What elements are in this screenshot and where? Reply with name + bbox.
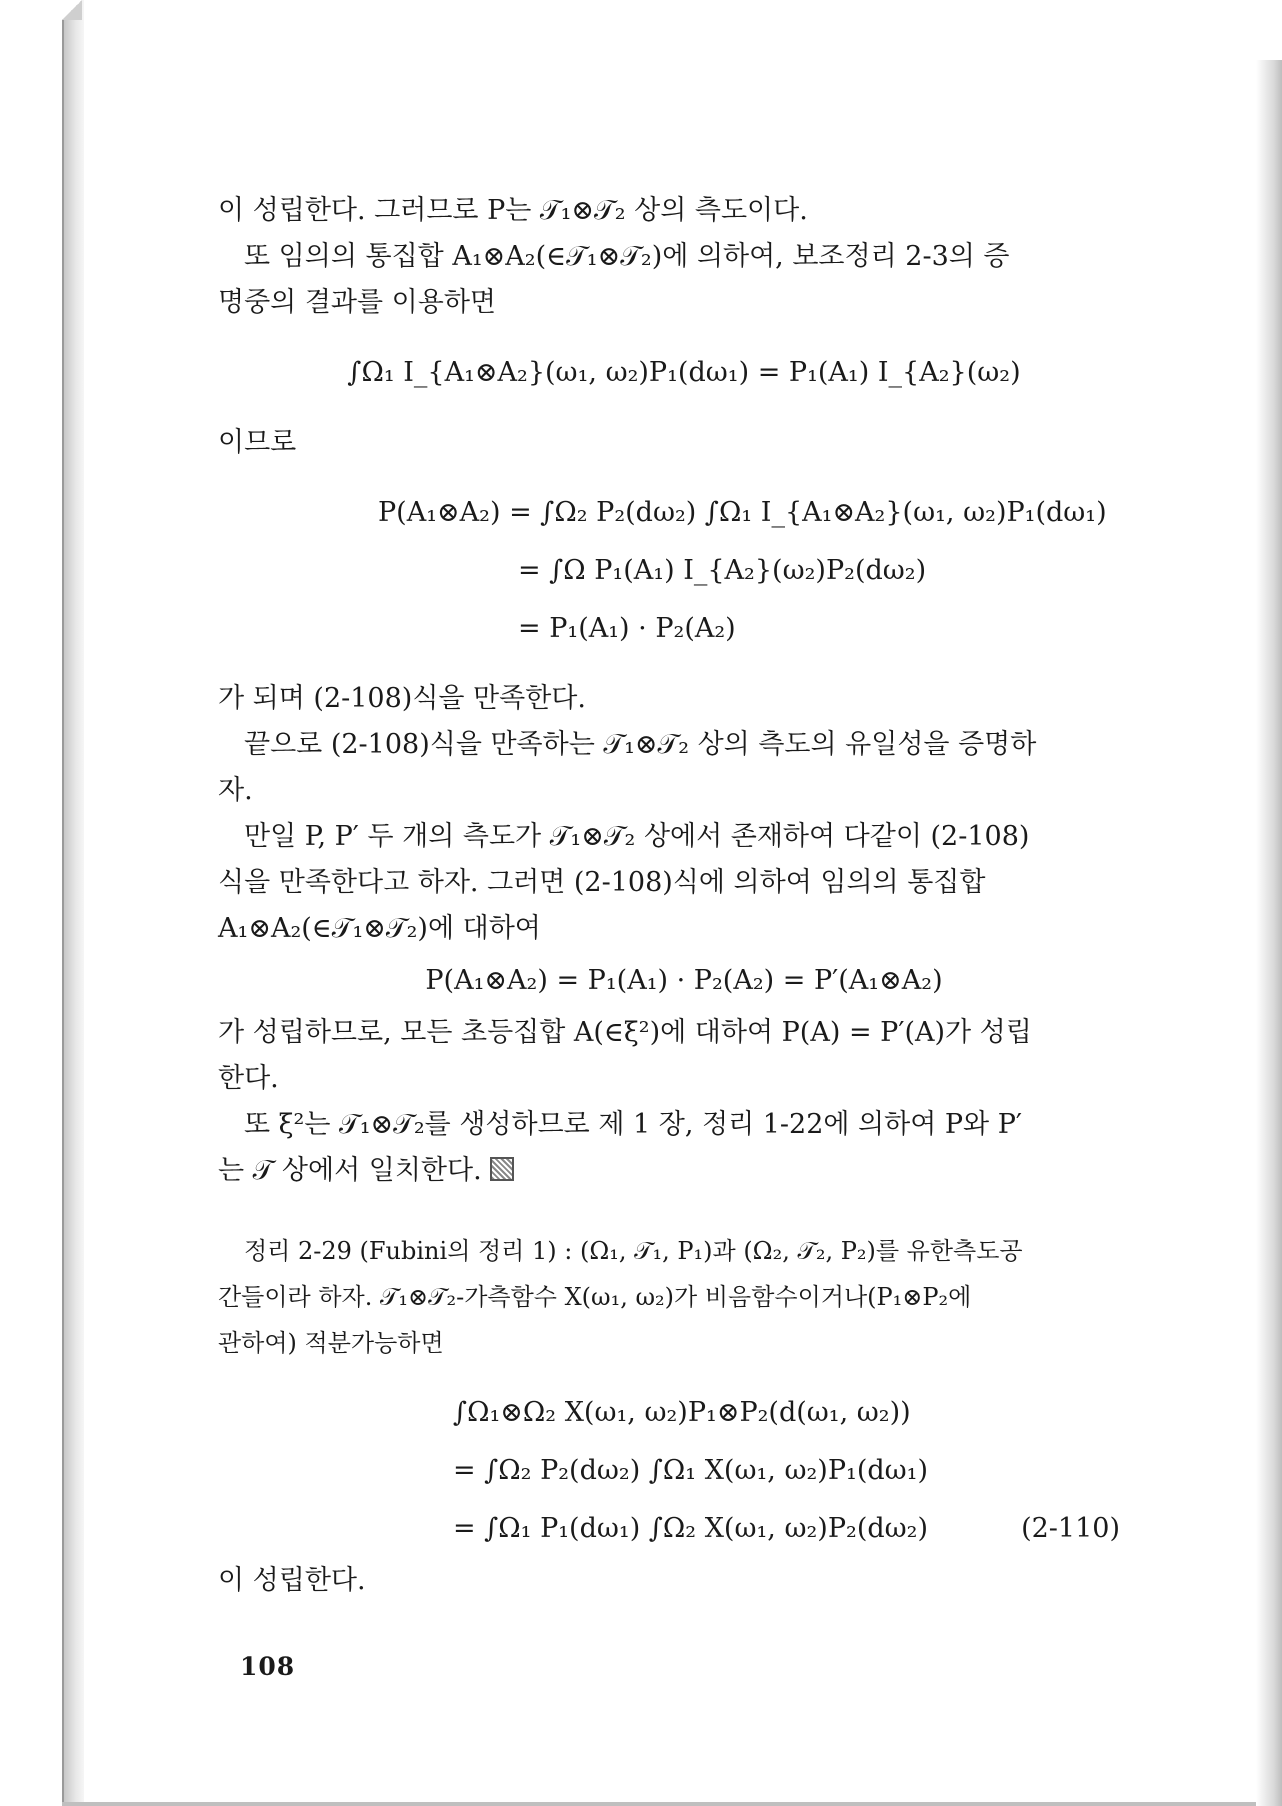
text-line: 이므로 [218,427,297,458]
page-number: 108 [240,1652,296,1681]
page-edge-shadow [1256,60,1282,1806]
text-line: 명중의 결과를 이용하면 [218,287,496,318]
theorem-line: 정리 2-29 (Fubini의 정리 1) : (Ω₁, 𝒯₁, P₁)과 (Ω₂, 𝒯₂, P₂)를 유한측도공 [244,1237,1023,1265]
text-line: 식을 만족한다고 하자. 그러면 (2-108)식에 의하여 임의의 통집합 [218,867,986,898]
text-line [218,1148,1150,1194]
text-span: 는 𝒯 상에서 일치한다. [218,1155,482,1186]
text-line: 한다. [218,1063,279,1094]
equation-row [218,1500,1150,1558]
equation: = P₁(A₁) · P₂(A₂) [518,613,736,644]
equation: = ∫Ω₁ P₁(dω₁) ∫Ω₂ X(ω₁, ω₂)P₂(dω₂) [453,1513,929,1544]
text-line: 가 성립하므로, 모든 초등집합 A(∈ξ²)에 대하여 P(A) = P′(A)가 성립 [218,1017,1032,1048]
equation: P(A₁⊗A₂) = P₁(A₁) · P₂(A₂) = P′(A₁⊗A₂) [425,965,943,996]
theorem-line: 관하여) 적분가능하면 [218,1329,444,1357]
theorem-line: 간들이라 하자. 𝒯₁⊗𝒯₂-가측함수 X(ω₁, ω₂)가 비음함수이거나(P₁⊗P₂에 [218,1283,972,1311]
equation: P(A₁⊗A₂) = ∫Ω₂ P₂(dω₂) ∫Ω₁ I_{A₁⊗A₂}(ω₁, ω₂)P₁(dω₁) [378,497,1107,528]
text-line: 또 임의의 통집합 A₁⊗A₂(∈𝒯₁⊗𝒯₂)에 의하여, 보조정리 2-3의 증 [244,241,1010,272]
book-spine [62,0,84,1806]
equation-number: (2-110) [1021,1513,1120,1544]
equation: ∫Ω₁⊗Ω₂ X(ω₁, ω₂)P₁⊗P₂(d(ω₁, ω₂)) [453,1397,911,1428]
text-line: 이 성립한다. 그러므로 P는 𝒯₁⊗𝒯₂ 상의 측도이다. [218,195,808,226]
text-line: 가 되며 (2-108)식을 만족한다. [218,683,586,714]
text-line: 만일 P, P′ 두 개의 측도가 𝒯₁⊗𝒯₂ 상에서 존재하여 다같이 (2-108) [244,821,1030,852]
qed-square-icon [490,1157,514,1181]
spine-corner [62,0,82,20]
page-body [218,188,1150,1604]
page-bottom-edge [62,1802,1256,1806]
text-line: 또 ξ²는 𝒯₁⊗𝒯₂를 생성하므로 제 1 장, 정리 1-22에 의하여 P와 P′ [244,1109,1023,1140]
text-line: 자. [218,775,253,806]
equation: = ∫Ω₂ P₂(dω₂) ∫Ω₁ X(ω₁, ω₂)P₁(dω₁) [453,1455,929,1486]
equation: ∫Ω₁ I_{A₁⊗A₂}(ω₁, ω₂)P₁(dω₁) = P₁(A₁) I_{A₂}(ω₂) [347,357,1021,388]
text-line: 이 성립한다. [218,1565,366,1596]
text-line: 끝으로 (2-108)식을 만족하는 𝒯₁⊗𝒯₂ 상의 측도의 유일성을 증명하 [244,729,1037,760]
text-line: A₁⊗A₂(∈𝒯₁⊗𝒯₂)에 대하여 [218,913,541,944]
equation: = ∫Ω P₁(A₁) I_{A₂}(ω₂)P₂(dω₂) [518,555,927,586]
